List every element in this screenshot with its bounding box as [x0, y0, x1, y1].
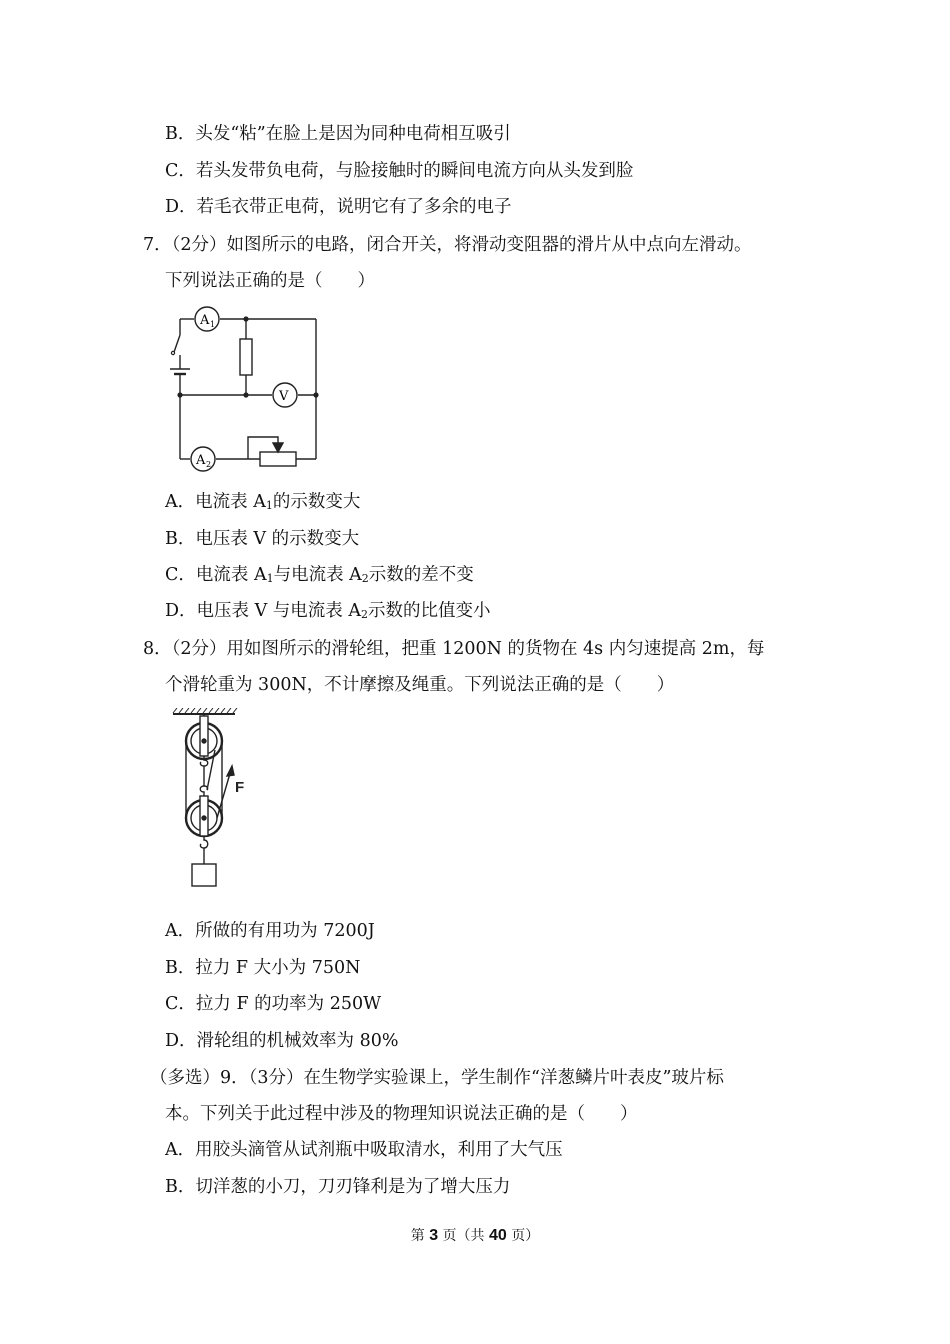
- q8-option-b: B．拉力 F 大小为 750N: [165, 958, 361, 978]
- q9-stem-line2: 本。下列关于此过程中涉及的物理知识说法正确的是（ ）: [165, 1104, 638, 1124]
- total-page-count: 40: [489, 1227, 507, 1244]
- q8-option-a: A．所做的有用功为 7200J: [165, 921, 375, 941]
- q7-option-a: A．电流表 $A_1$的示数变大: [165, 492, 361, 512]
- voltmeter-v: [273, 383, 297, 407]
- q8-option-d: D．滑轮组的机械效率为 80%: [165, 1031, 399, 1051]
- svg-text:A: A: [200, 313, 210, 328]
- svg-text:V: V: [279, 389, 289, 404]
- q8-option-c: C．拉力 F 的功率为 250W: [165, 994, 382, 1014]
- q7-stem-line1: 7．（2分）如图所示的电路，闭合开关，将滑动变阻器的滑片从中点向左滑动。: [143, 235, 752, 255]
- q9-option-b: B．切洋葱的小刀，刀刃锋利是为了增大压力: [165, 1177, 511, 1197]
- q7-option-c: C．电流表 $A_1$与电流表 $A_2$示数的差不变: [165, 565, 474, 585]
- svg-text:2: 2: [206, 460, 212, 469]
- q8-stem-line1: 8．（2分）用如图所示的滑轮组，把重 1200N 的货物在 4s 内匀速提高 2m，每: [143, 639, 765, 659]
- current-page-number: 3: [429, 1227, 439, 1244]
- q9-option-a: A．用胶头滴管从试剂瓶中吸取清水，利用了大气压: [165, 1140, 563, 1160]
- q6-option-d: D．若毛衣带正电荷，说明它有了多余的电子: [165, 197, 512, 217]
- svg-text:A: A: [196, 453, 206, 468]
- q7-option-b: B．电压表 V 的示数变大: [165, 529, 360, 549]
- ammeter-a1: [195, 307, 219, 331]
- circuit-diagram: [160, 305, 330, 475]
- page-footer: 第 3 页（共 40 页）: [410, 1227, 540, 1244]
- q7-option-d: D．电压表 V 与电流表 $A_2$示数的比值变小: [165, 601, 491, 621]
- force-label: F: [235, 779, 245, 796]
- q8-stem-line2: 个滑轮重为 300N，不计摩擦及绳重。下列说法正确的是（ ）: [165, 675, 675, 695]
- svg-text:1: 1: [210, 320, 216, 329]
- q9-stem-line1: （多选）9．（3分）在生物学实验课上，学生制作“洋葱鳞片叶表皮”玻片标: [150, 1068, 724, 1088]
- q6-option-c: C．若头发带负电荷，与脸接触时的瞬间电流方向从头发到脸: [165, 161, 634, 181]
- pulley-diagram: [165, 708, 265, 893]
- ammeter-a2: [191, 447, 215, 471]
- q6-option-b: B．头发“粘”在脸上是因为同种电荷相互吸引: [165, 124, 511, 144]
- q7-stem-line2: 下列说法正确的是（ ）: [165, 271, 375, 291]
